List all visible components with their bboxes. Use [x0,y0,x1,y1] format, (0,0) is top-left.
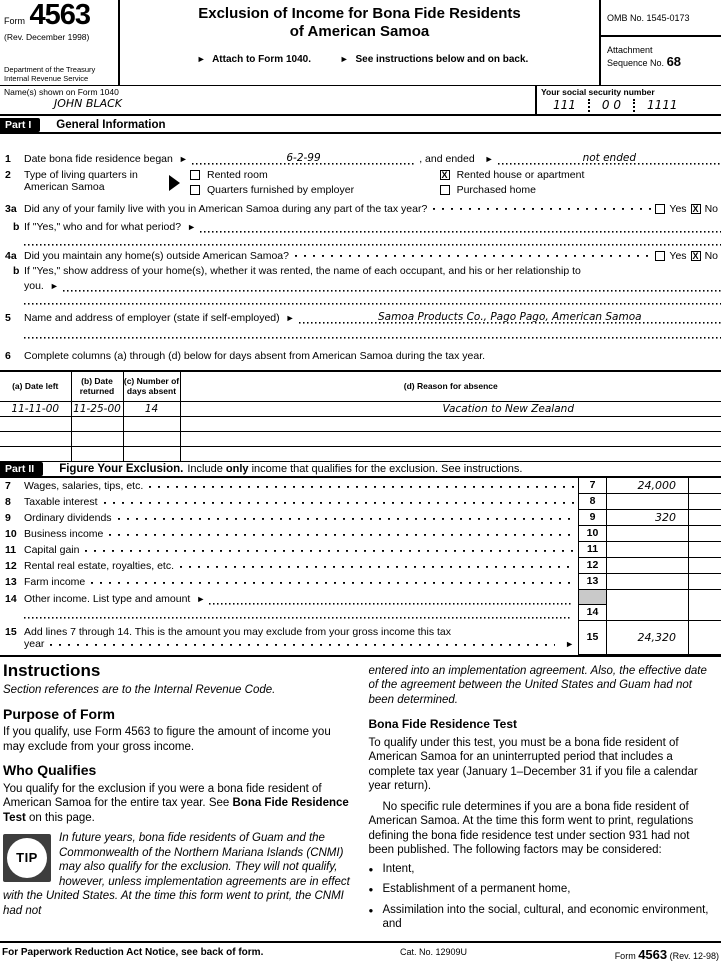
ssn-part-1[interactable]: 111 [553,98,576,112]
part2-subtitle-post: income that qualifies for the exclusion. See instructions. [251,463,523,475]
line6-label: Complete columns (a) through (d) below for days absent from American Samoa during the tax year. [24,350,486,362]
dot-leader [83,546,574,556]
part1-title: General Information [56,119,166,131]
footer-form-number: 4563 [638,947,668,962]
employer-field[interactable]: Samoa Products Co., Pago Pago, American Samoa [299,311,721,324]
line3b-number: b [13,221,20,233]
name-ssn-row [0,86,721,116]
line1-mid-label: , and ended [419,153,475,165]
form-title-block [120,0,599,85]
reason-cell[interactable] [180,446,721,461]
rented-house-checkbox[interactable]: X [441,170,448,180]
employer-field-2[interactable] [24,326,721,339]
name-label: Name(s) shown on Form 1040 [4,87,119,97]
living-quarters-option [190,169,440,181]
cents-field-12[interactable] [688,558,721,574]
line4b-row [0,265,721,277]
line-number: 8 [5,495,11,508]
name-field[interactable]: JOHN BLACK [54,97,122,110]
income-line-7 [0,478,721,494]
factor-item: ● Assimilation into the social, cultural, and economic environment, and [369,903,718,932]
factors-list [369,862,718,932]
line-label: Farm income [24,575,86,588]
line2-row [0,169,721,196]
part1-header [0,118,721,134]
reason-cell[interactable] [180,431,721,446]
agency-line-2: Internal Revenue Service [4,74,89,83]
dot-leader [147,482,574,492]
option-label: Rented room [207,169,268,181]
line4a-row [0,248,721,263]
living-quarters-option [440,169,721,181]
col-header-date-returned: (b) Date returned [71,371,123,401]
amount-field-12[interactable] [606,558,688,574]
days-absent-cell[interactable] [123,431,180,446]
days-absent-cell[interactable] [123,446,180,461]
form-word: Form [4,16,25,26]
omb-block [599,0,721,85]
date-left-cell[interactable]: 11-11-00 [0,401,71,416]
line4a-number: 4a [5,249,17,262]
tip-block [3,831,352,918]
form-title-line1: Exclusion of Income for Bona Fide Residents [198,5,521,22]
pointer-icon [169,175,180,191]
line-number-box: 11 [578,542,606,558]
ssn-part-3[interactable]: 1111 [647,98,678,112]
instructions-section [0,657,721,942]
income-line-10 [0,526,721,542]
shaded-cell [579,590,606,605]
part2-badge: Part II [0,462,43,476]
line4b-number: b [13,265,20,277]
living-quarters-option [190,184,440,196]
form-revision: (Rev. December 1998) [4,32,90,42]
line2-label-2: American Samoa [24,181,105,193]
line-number: 9 [5,511,11,524]
col-header-days-absent: (c) Number of days absent [123,371,180,401]
table-row [0,416,721,431]
form-footer [0,941,721,963]
line-number-box: 14 [579,605,606,621]
purchased-home-checkbox[interactable] [440,185,450,195]
line3b-answer-field[interactable] [200,220,721,233]
who-qualifies-heading: Who Qualifies [3,762,97,778]
line-number: 12 [5,559,17,572]
option-label: Quarters furnished by employer [207,184,355,196]
line-label: Other income. List type and amount [24,592,191,605]
arrow-icon: ► [565,638,574,649]
sequence-word: Sequence No. [607,58,665,68]
cents-field-8[interactable] [688,494,721,510]
line-label: Wages, salaries, tips, etc. [24,479,144,492]
option-label: Rented house or apartment [456,169,585,181]
line1-row [0,149,721,165]
date-left-cell[interactable] [0,416,71,431]
dot-leader [107,530,574,540]
dot-leader [48,640,555,650]
income-line-12 [0,558,721,574]
line6-number: 6 [5,350,11,362]
part2-subtitle-bold: only [225,463,249,475]
arrow-icon: ► [196,54,206,64]
arrow-icon: ► [178,154,188,164]
date-left-cell[interactable] [0,446,71,461]
bona-fide-heading: Bona Fide Residence Test [368,717,517,731]
income-line-14 [0,590,721,621]
line4a-label: Did you maintain any home(s) outside American Samoa? [24,249,289,262]
who-qualifies-text: You qualify for the exclusion if you were a bona fide resident of American Samoa for the entire tax year. See Bona Fide Residence Test on this page. [3,782,349,824]
yes-label: Yes [669,202,687,215]
days-absent-cell[interactable]: 14 [123,401,180,416]
arrow-icon: ► [49,281,59,291]
line5-row [0,307,721,324]
tip-text: In future years, bona fide residents of Guam and the Commonwealth of the Northern Mariana Islands (CNMI) may also qualify for the exclusion. They will not qualify, however, unless implementation agreements are in effect with the United States. At the time this form went to print, the CNMI had not [3,832,350,917]
tip-icon: TIP [3,834,51,882]
table-row [0,446,721,461]
rented-room-checkbox[interactable] [190,170,200,180]
omb-number: OMB No. 1545-0173 [601,0,721,37]
arrow-icon: ► [187,222,197,232]
line-number: 14 [5,592,17,605]
reason-cell[interactable]: Vacation to New Zealand [180,401,721,416]
line3a-no-checkbox[interactable]: X [692,203,699,214]
part1-badge: Part I [0,118,40,132]
no-label: No [704,249,718,262]
line3b-row [0,218,721,233]
amount-field-14[interactable] [606,590,688,621]
form-title-line2: of American Samoa [289,23,430,40]
amount-field-15[interactable]: 24,320 [606,621,688,655]
bona-fide-paragraph-1: To qualify under this test, you must be a bona fide resident of American Samoa for an uninterrupted period that includes a complete tax year (January 1–December 31 if you file a calendar year return). [368,736,698,792]
section-references: Section references are to the Internal Revenue Code. [3,684,276,696]
line-number: 10 [5,527,17,540]
line1-label: Date bona fide residence began [24,153,173,165]
line2-label-1: Type of living quarters in [24,169,138,181]
catalog-number: Cat. No. 12909U [400,947,468,957]
dot-leader [293,251,651,261]
purpose-heading: Purpose of Form [3,705,116,722]
purpose-text: If you qualify, use Form 4563 to figure the amount of income you may exclude from your gross income. [3,726,331,753]
line3a-yes-checkbox[interactable] [655,204,665,214]
line2-number: 2 [5,169,11,181]
form-id-block [0,0,120,85]
line5-label: Name and address of employer (state if self-employed) [24,312,280,324]
footer-revision: (Rev. 12-98) [669,951,719,961]
line4b-label-2: you. [24,280,44,292]
dot-leader [116,514,574,524]
residence-ended-field[interactable]: not ended [498,152,721,165]
dot-leader [178,562,574,572]
cents-field-11[interactable] [688,542,721,558]
income-line-9 [0,510,721,526]
amount-field-8[interactable] [606,494,688,510]
line-label: Add lines 7 through 14. This is the amount you may exclude from your gross income this tax [24,625,452,638]
bona-fide-paragraph-2: No specific rule determines if you are a bona fide resident of American Samoa. At the time this form went to print, regulations defining the bona fide residence test under section 931 had not been published. The following factors may be considered: [368,800,694,856]
line-number: 15 [5,625,17,638]
option-label: Purchased home [456,184,536,196]
tip-text-continued: entered into an implementation agreement. Also, the effective date of the agreement between the United States and Guam had not been determined. [368,664,707,706]
factor-item: ● Intent, [369,862,718,877]
instructions-heading: Instructions [3,660,101,680]
line-label: Business income [24,527,104,540]
living-quarters-option [440,184,721,196]
amount-field-10[interactable] [606,526,688,542]
dot-leader [89,578,574,588]
other-income-type-field-2[interactable] [24,606,572,619]
sequence-number: 68 [666,54,682,69]
quarters-furnished-checkbox[interactable] [190,185,200,195]
instructions-right-column [369,661,718,942]
arrow-icon: ► [285,313,295,323]
line3a-label: Did any of your family live with you in American Samoa during any part of the tax year? [24,202,428,215]
line-number: 7 [5,479,11,492]
line-label-2: year [24,637,45,650]
ssn-label: Your social security number [541,87,655,97]
line-label: Ordinary dividends [24,511,112,524]
attachment-word: Attachment [607,45,653,55]
part2-header [0,462,721,478]
date-returned-cell[interactable] [71,446,123,461]
paperwork-notice: For Paperwork Reduction Act Notice, see back of form. [2,947,264,958]
dot-leader [102,498,574,508]
cents-field-10[interactable] [688,526,721,542]
residence-began-field[interactable]: 6-2-99 [192,152,415,165]
line-number-box: 7 [578,478,606,494]
line-label: Capital gain [24,543,80,556]
line4a-yes-checkbox[interactable] [655,251,665,261]
date-returned-cell[interactable] [71,431,123,446]
arrow-icon: ► [484,154,494,164]
line-number-box: 8 [578,494,606,510]
factor-item: ● Establishment of a permanent home, [369,882,718,897]
line-label: Rental real estate, royalties, etc. [24,559,174,572]
line3b-label: If "Yes," who and for what period? [24,221,182,233]
line-number-box: 10 [578,526,606,542]
agency-line-1: Department of the Treasury [4,65,96,74]
attach-note: Attach to Form 1040. [212,54,311,65]
instructions-left-column [3,661,352,942]
line3a-row [0,201,721,216]
part1-section [0,134,721,362]
line4b-label: If "Yes," show address of your home(s), whether it was rented, the name of each occupant, and his or her relationship to [24,265,581,277]
line-number-box: 9 [578,510,606,526]
footer-form-word: Form [614,951,636,961]
see-note: See instructions below and on back. [355,54,529,65]
date-returned-cell[interactable]: 11-25-00 [71,401,123,416]
line4b-answer-field-2[interactable] [24,292,721,305]
part2-section [0,478,721,655]
line1-number: 1 [5,153,11,165]
line3a-number: 3a [5,202,17,215]
form-number: 4563 [29,0,90,31]
income-line-8 [0,494,721,510]
amount-field-7[interactable]: 24,000 [606,478,688,494]
income-line-13 [0,574,721,590]
line-number: 13 [5,575,17,588]
date-returned-cell[interactable] [71,416,123,431]
col-header-date-left: (a) Date left [0,371,71,401]
part2-subtitle-pre: Include [187,463,223,475]
absence-table-header-row [0,371,721,401]
line-label: Taxable interest [24,495,98,508]
amount-field-9[interactable]: 320 [606,510,688,526]
other-income-type-field[interactable] [209,592,572,605]
table-row [0,401,721,416]
line5-number: 5 [5,312,11,324]
line-number-box: 12 [578,558,606,574]
dot-leader [431,204,651,214]
cents-field-14[interactable] [688,590,721,621]
arrow-icon: ► [196,593,206,604]
table-row [0,431,721,446]
days-absent-cell[interactable] [123,416,180,431]
no-label: No [704,202,718,215]
line-number-box: 13 [578,574,606,590]
yes-label: Yes [669,249,687,262]
line-number: 11 [5,543,17,556]
form-header [0,0,721,86]
part2-title: Figure Your Exclusion. [59,462,184,475]
reason-cell[interactable] [180,416,721,431]
line-number-box: 15 [578,621,606,655]
income-line-15 [0,621,721,655]
line6-row [0,347,721,362]
line4b-answer-field[interactable] [63,279,721,292]
col-header-reason: (d) Reason for absence [180,371,721,401]
ssn-field[interactable] [541,98,717,112]
cents-field-15[interactable] [688,621,721,655]
cents-field-7[interactable] [688,478,721,494]
arrow-icon: ► [339,54,349,64]
amount-field-13[interactable] [606,574,688,590]
amount-field-11[interactable] [606,542,688,558]
ssn-part-2[interactable]: 0 0 [601,98,621,112]
absence-table [0,370,721,462]
date-left-cell[interactable] [0,431,71,446]
income-line-11 [0,542,721,558]
cents-field-9[interactable] [688,510,721,526]
line3b-answer-field-2[interactable] [24,233,721,246]
cents-field-13[interactable] [688,574,721,590]
line4a-no-checkbox[interactable]: X [692,250,699,261]
